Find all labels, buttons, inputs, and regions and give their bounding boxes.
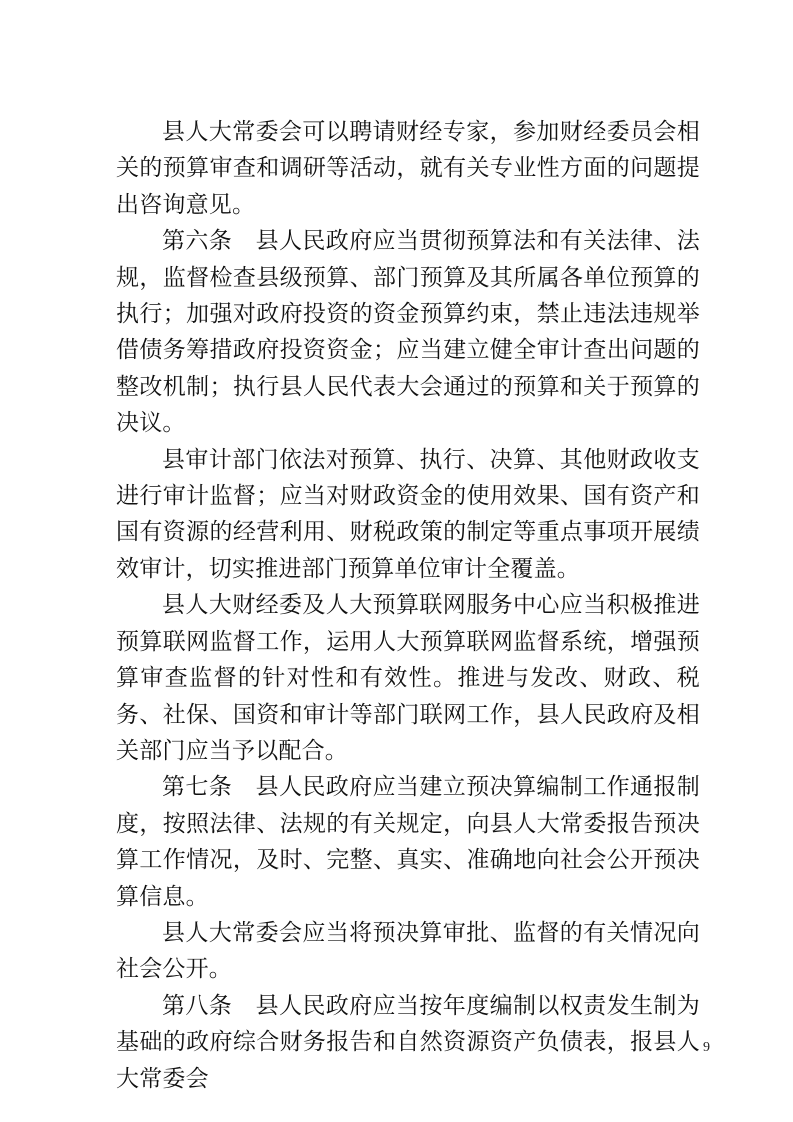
paragraph-article-7: 第七条 县人民政府应当建立预决算编制工作通报制度，按照法律、法规的有关规定，向县人大常委报告预决算工作情况，及时、完整、真实、准确地向社会公开预决算信息。 [116,774,700,910]
paragraph-expert-consultation: 县人大常委会可以聘请财经专家，参加财经委员会相关的预算审查和调研等活动，就有关专业性方面的问题提出咨询意见。 [116,119,700,218]
paragraph-budget-network-supervision: 县人大财经委及人大预算联网服务中心应当积极推进预算联网监督工作，运用人大预算联网监督系统，增强预算审查监督的针对性和有效性。推进与发改、财政、税务、社保、国资和审计等部门联网工作，县人民政府及相关部门应当予以配合。 [116,592,700,764]
paragraph-article-8: 第八条 县人民政府应当按年度编制以权责发生制为基础的政府综合财务报告和自然资源资产负债表，报县人大常委会 [116,992,700,1092]
paragraph-audit-supervision: 县审计部门依法对预算、执行、决算、其他财政收支进行审计监督；应当对财政资金的使用效果、国有资产和国有资源的经营利用、财税政策的制定等重点事项开展绩效审计，切实推进部门预算单位审计全覆盖。 [116,446,700,582]
page-number: 9 [703,1040,710,1055]
paragraph-article-6: 第六条 县人民政府应当贯彻预算法和有关法律、法规，监督检查县级预算、部门预算及其所属各单位预算的执行；加强对政府投资的资金预算约束，禁止违法违规举借债务筹措政府投资资金；应当建立健全审计查出问题的整改机制；执行县人民代表大会通过的预算和关于预算的决议。 [116,228,700,437]
paragraph-public-disclosure: 县人大常委会应当将预决算审批、监督的有关情况向社会公开。 [116,919,700,983]
document-body [116,114,700,1097]
